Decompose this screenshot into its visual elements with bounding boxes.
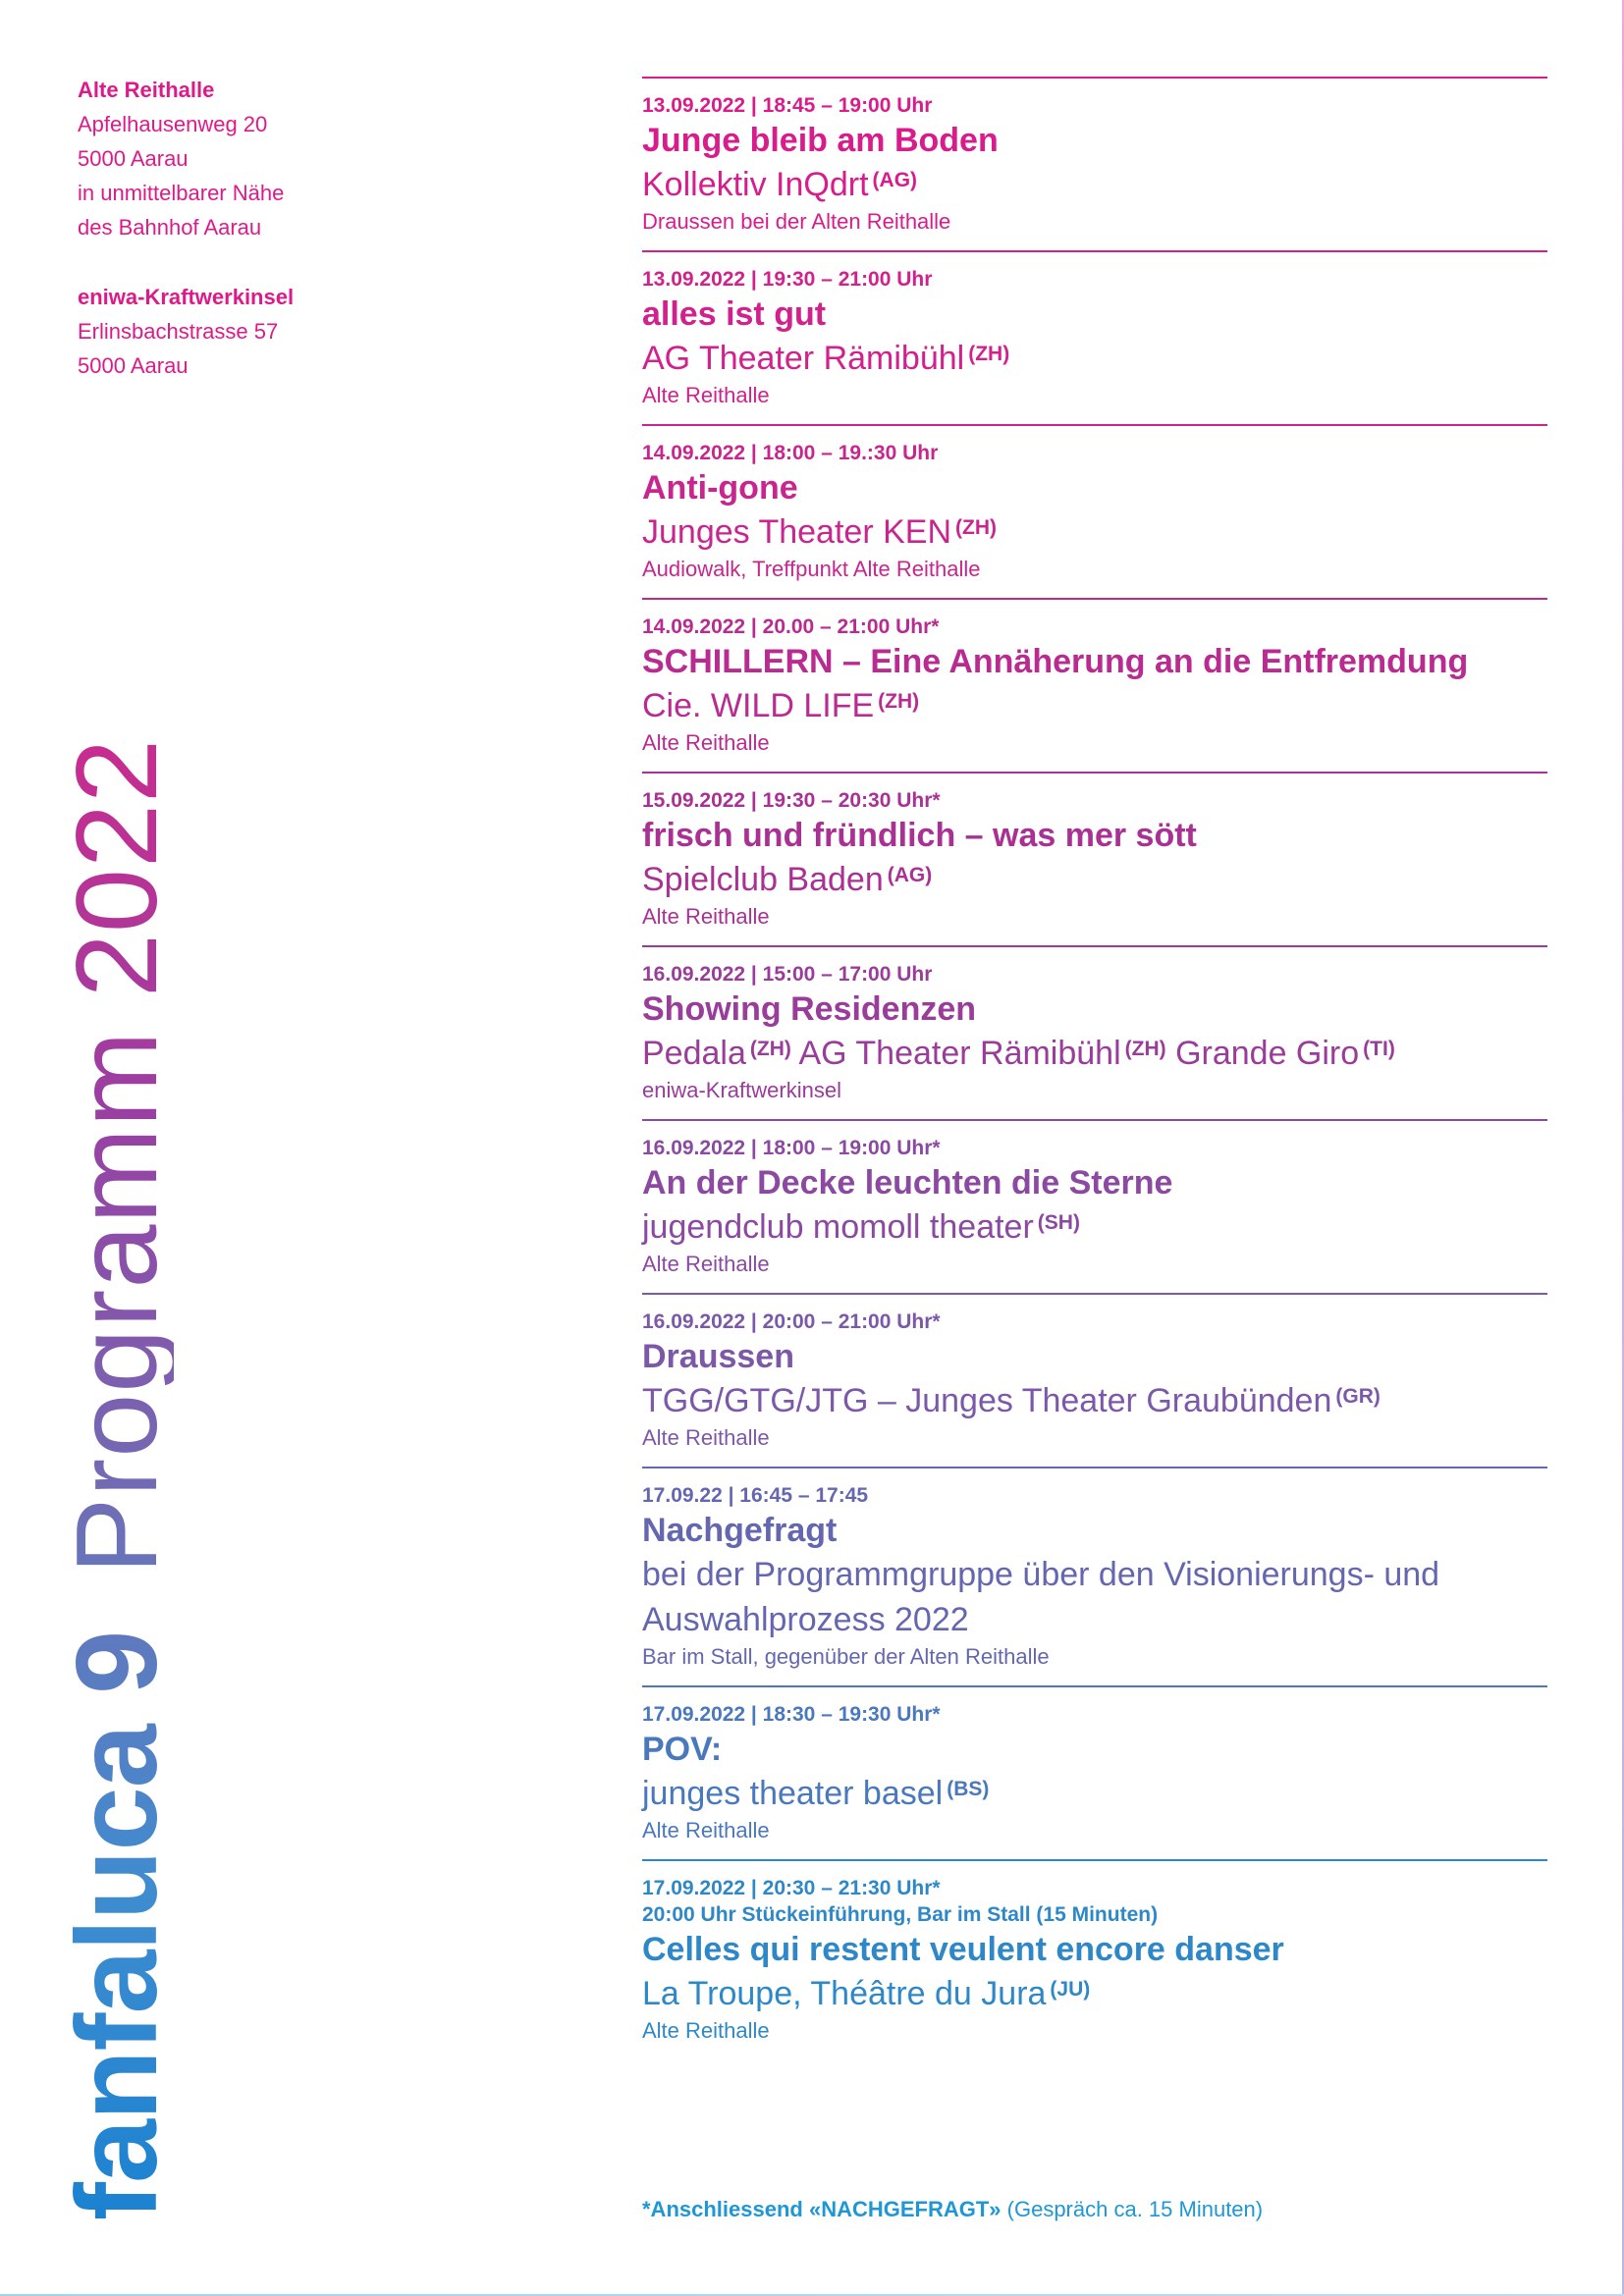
event-item xyxy=(642,250,1547,424)
venue-address-line: 5000 Aarau xyxy=(78,146,189,171)
venue-name: Alte Reithalle xyxy=(78,78,215,102)
event-companies xyxy=(642,509,1547,555)
event-location: eniwa-Kraftwerkinsel xyxy=(642,1078,841,1102)
event-location: Alte Reithalle xyxy=(642,1818,770,1842)
event-note: 20:00 Uhr Stückeinführung, Bar im Stall (15 Minuten) xyxy=(642,1903,1159,1926)
event-title: Showing Residenzen xyxy=(642,990,977,1028)
event-companies xyxy=(642,683,1547,728)
event-location: Audiowalk, Treffpunkt Alte Reithalle xyxy=(642,557,981,581)
event-item xyxy=(642,1119,1547,1293)
event-title: alles ist gut xyxy=(642,295,827,333)
program-title: Programm 2022 xyxy=(52,737,181,1575)
event-location: Alte Reithalle xyxy=(642,904,770,929)
event-title: Junge bleib am Boden xyxy=(642,122,999,159)
event-location: Alte Reithalle xyxy=(642,1252,770,1276)
event-item xyxy=(642,1293,1547,1467)
event-companies xyxy=(642,1552,1547,1642)
footer-note-rest: (Gespräch ca. 15 Minuten) xyxy=(1001,2197,1264,2221)
event-location: Alte Reithalle xyxy=(642,1425,770,1450)
festival-brand: fanfaluca 9 xyxy=(52,1630,181,2220)
event-title: An der Decke leuchten die Sterne xyxy=(642,1164,1173,1201)
event-date: 16.09.2022 | 15:00 – 17:00 Uhr xyxy=(642,963,933,986)
canton-badge: (GR) xyxy=(1335,1385,1380,1408)
event-item xyxy=(642,945,1547,1119)
event-companies xyxy=(642,1771,1547,1816)
footer-note-bold: *Anschliessend «NACHGEFRAGT» xyxy=(642,2197,1001,2221)
event-title: POV: xyxy=(642,1731,723,1768)
event-item xyxy=(642,77,1547,250)
company-name: TGG/GTG/JTG – Junges Theater Graubünden xyxy=(642,1382,1332,1419)
venue-address-line: Apfelhausenweg 20 xyxy=(78,112,268,136)
venue-block xyxy=(78,73,431,244)
event-item xyxy=(642,772,1547,945)
venue-address-line: des Bahnhof Aarau xyxy=(78,215,262,240)
company-name: Pedala xyxy=(642,1035,746,1072)
footer-note xyxy=(642,2195,1263,2224)
canton-badge: (ZH) xyxy=(1124,1038,1166,1060)
event-companies xyxy=(642,162,1547,207)
event-title: Celles qui restent veulent encore danser xyxy=(642,1931,1284,1968)
canton-badge: (AG) xyxy=(887,864,933,886)
company-name: AG Theater Rämibühl xyxy=(642,340,965,377)
event-title: Nachgefragt xyxy=(642,1512,838,1549)
event-companies xyxy=(642,1378,1547,1423)
event-title: Anti-gone xyxy=(642,469,798,507)
event-companies xyxy=(642,1204,1547,1250)
event-item xyxy=(642,598,1547,772)
event-title: frisch und fründlich – was mer sött xyxy=(642,817,1197,854)
company-name: junges theater basel xyxy=(642,1775,944,1812)
company-name: AG Theater Rämibühl xyxy=(798,1035,1121,1072)
event-location: Alte Reithalle xyxy=(642,2018,770,2043)
canton-badge: (ZH) xyxy=(968,343,1010,365)
company-name: Cie. WILD LIFE xyxy=(642,687,875,724)
event-companies xyxy=(642,1031,1547,1076)
event-location: Draussen bei der Alten Reithalle xyxy=(642,209,951,234)
canton-badge: (ZH) xyxy=(878,690,920,713)
event-item xyxy=(642,1685,1547,1859)
canton-badge: (AG) xyxy=(872,169,918,191)
venue-list xyxy=(78,73,431,418)
event-date: 16.09.2022 | 18:00 – 19:00 Uhr* xyxy=(642,1137,941,1159)
event-date: 17.09.22 | 16:45 – 17:45 xyxy=(642,1484,869,1507)
event-item xyxy=(642,424,1547,598)
event-item xyxy=(642,1859,1547,2059)
company-name: Junges Theater KEN xyxy=(642,513,951,551)
canton-badge: (BS) xyxy=(947,1778,990,1800)
venue-block xyxy=(78,280,431,383)
venue-address-line: in unmittelbarer Nähe xyxy=(78,181,285,205)
company-name: bei der Programmgruppe über den Visionierungs- und Auswahlprozess 2022 xyxy=(642,1556,1440,1638)
canton-badge: (JU) xyxy=(1050,1978,1091,2001)
company-name: Grande Giro xyxy=(1175,1035,1360,1072)
company-name: La Troupe, Théâtre du Jura xyxy=(642,1975,1047,2012)
event-date: 14.09.2022 | 18:00 – 19.:30 Uhr xyxy=(642,442,939,464)
event-date: 15.09.2022 | 19:30 – 20:30 Uhr* xyxy=(642,789,941,812)
event-date: 17.09.2022 | 20:30 – 21:30 Uhr* xyxy=(642,1877,941,1899)
venue-address-line: Erlinsbachstrasse 57 xyxy=(78,319,279,344)
event-date: 17.09.2022 | 18:30 – 19:30 Uhr* xyxy=(642,1703,941,1726)
event-location: Alte Reithalle xyxy=(642,383,770,407)
event-title: Draussen xyxy=(642,1338,794,1375)
canton-badge: (TI) xyxy=(1363,1038,1395,1060)
vertical-title xyxy=(52,737,181,2220)
event-item xyxy=(642,1467,1547,1685)
event-date: 16.09.2022 | 20:00 – 21:00 Uhr* xyxy=(642,1310,941,1333)
event-location: Alte Reithalle xyxy=(642,730,770,755)
venue-address-line: 5000 Aarau xyxy=(78,353,189,378)
event-location: Bar im Stall, gegenüber der Alten Reithalle xyxy=(642,1644,1050,1669)
program-list xyxy=(642,77,1547,2059)
canton-badge: (ZH) xyxy=(955,516,997,539)
company-name: jugendclub momoll theater xyxy=(642,1208,1034,1246)
vertical-title-text xyxy=(52,737,181,2220)
venue-name: eniwa-Kraftwerkinsel xyxy=(78,285,295,309)
company-name: Spielclub Baden xyxy=(642,861,884,898)
event-companies xyxy=(642,857,1547,902)
company-name: Kollektiv InQdrt xyxy=(642,166,869,203)
event-companies xyxy=(642,336,1547,381)
event-title: SCHILLERN – Eine Annäherung an die Entfremdung xyxy=(642,643,1469,680)
canton-badge: (ZH) xyxy=(749,1038,791,1060)
event-date: 14.09.2022 | 20.00 – 21:00 Uhr* xyxy=(642,615,940,638)
event-date: 13.09.2022 | 18:45 – 19:00 Uhr xyxy=(642,94,933,117)
event-companies xyxy=(642,1971,1547,2016)
canton-badge: (SH) xyxy=(1037,1211,1080,1234)
event-date: 13.09.2022 | 19:30 – 21:00 Uhr xyxy=(642,268,933,291)
